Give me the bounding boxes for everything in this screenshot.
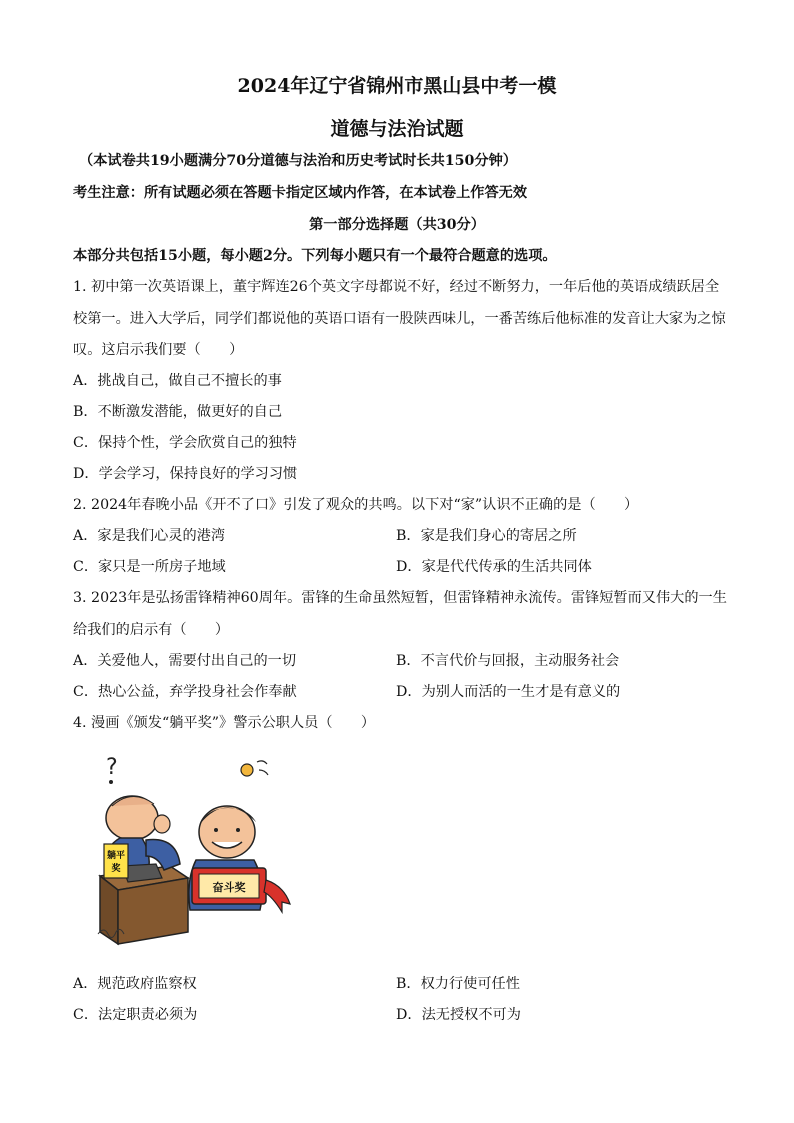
question-2-option-b: B．家是我们身心的寄居之所: [396, 528, 577, 544]
section-description: 本部分共包括15小题，每小题2分。下列每小题只有一个最符合题意的选项。: [73, 248, 557, 264]
lying-flat-award-label-line-1: 躺平: [106, 851, 126, 861]
question-mark-icon: ?: [106, 755, 118, 780]
question-1-option-a: A．挑战自己，做自己不擅长的事: [73, 373, 282, 389]
question-1-option-b: B．不断激发潜能，做更好的自己: [73, 404, 283, 420]
question-1-stem-line-1: 1. 初中第一次英语课上，董宇辉连26个英文字母都说不好，经过不断努力，一年后他的英语成绩跃居全: [73, 279, 720, 295]
lying-flat-award-label-line-2: 奖: [111, 864, 121, 874]
question-1-stem-line-3: 叹。这启示我们要（ ）: [73, 342, 244, 358]
exam-subtitle: 道德与法治试题: [330, 118, 464, 140]
question-4-option-b: B．权力行使可任性: [396, 976, 520, 992]
question-2-option-d: D．家是代代传承的生活共同体: [396, 559, 592, 575]
hard-work-award-label: 奋斗奖: [212, 881, 246, 894]
question-3-option-d: D．为别人而活的一生才是有意义的: [396, 684, 621, 700]
question-4-option-c: C．法定职责必须为: [73, 1007, 198, 1023]
question-1-option-d: D．学会学习，保持良好的学习习惯: [73, 466, 298, 482]
question-2-stem: 2. 2024年春晚小品《开不了口》引发了观众的共鸣。以下对“家”认识不正确的是（ ）: [73, 497, 639, 513]
question-2-option-c: C．家只是一所房子地域: [73, 559, 226, 575]
question-3-option-c: C．热心公益，弃学投身社会作奉献: [73, 684, 297, 700]
question-1-option-c: C．保持个性，学会欣赏自己的独特: [73, 435, 297, 451]
candidate-notice: 考生注意：所有试题必须在答题卡指定区域内作答，在本试卷上作答无效: [73, 185, 528, 201]
question-4-stem: 4. 漫画《颁发“躺平奖”》警示公职人员（ ）: [73, 715, 376, 731]
question-2-option-a: A．家是我们心灵的港湾: [73, 528, 226, 544]
question-4-option-a: A．规范政府监察权: [73, 976, 197, 992]
cartoon-lying-flat-award: [92, 748, 298, 948]
question-3-stem-line-2: 给我们的启示有（ ）: [73, 622, 230, 638]
question-1-stem-line-2: 校第一。进入大学后，同学们都说他的英语口语有一股陕西味儿，一番苦练后他标准的发音让大家为之惊: [73, 311, 726, 327]
question-3-stem-line-1: 3. 2023年是弘扬雷锋精神60周年。雷锋的生命虽然短暂，但雷锋精神永流传。雷锋短暂而又伟大的一生: [73, 590, 727, 606]
section-title: 第一部分选择题（共30分）: [309, 217, 485, 233]
exam-info: （本试卷共19小题满分70分道德与法治和历史考试时长共150分钟）: [79, 153, 517, 169]
question-3-option-b: B．不言代价与回报，主动服务社会: [396, 653, 620, 669]
coin-icon: [241, 764, 253, 776]
question-3-option-a: A．关爱他人，需要付出自己的一切: [73, 653, 297, 669]
exam-title: 2024年辽宁省锦州市黑山县中考一模: [237, 75, 557, 97]
question-4-option-d: D．法无授权不可为: [396, 1007, 521, 1023]
